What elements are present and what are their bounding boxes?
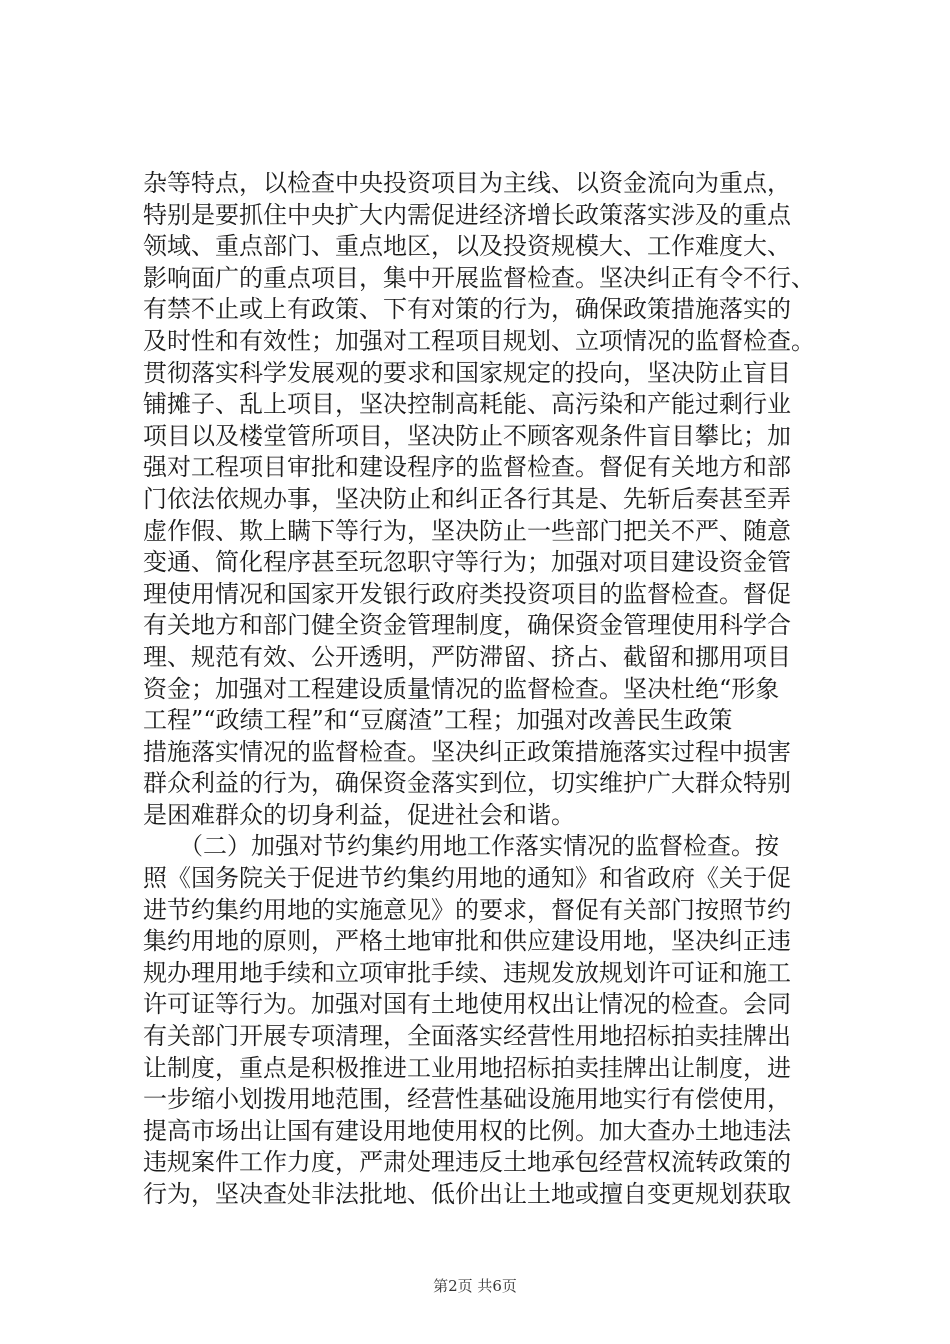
text-line: 理、规范有效、公开透明，严防滞留、挤占、截留和挪用项目 xyxy=(143,642,791,671)
text-line: 贯彻落实科学发展观的要求和国家规定的投向，坚决防止盲目 xyxy=(143,358,791,387)
text-line: 进节约集约用地的实施意见》的要求，督促有关部门按照节约 xyxy=(143,895,791,924)
text-line: 铺摊子、乱上项目，坚决控制高耗能、高污染和产能过剩行业 xyxy=(143,390,791,419)
text-line: 特别是要抓住中央扩大内需促进经济增长政策落实涉及的重点 xyxy=(143,200,791,229)
text-line: 理使用情况和国家开发银行政府类投资项目的监督检查。督促 xyxy=(143,579,791,608)
text-line: 行为，坚决查处非法批地、低价出让土地或擅自变更规划获取 xyxy=(143,1180,791,1208)
text-line: 有禁不止或上有政策、下有对策的行为，确保政策措施落实的 xyxy=(143,295,791,324)
text-line: 及时性和有效性；加强对工程项目规划、立项情况的监督检查。 xyxy=(143,326,815,355)
text-line: 照《国务院关于促进节约集约用地的通知》和省政府《关于促 xyxy=(143,864,791,893)
text-line: 许可证等行为。加强对国有土地使用权出让情况的检查。会同 xyxy=(143,990,791,1019)
text-line: 门依法依规办事，坚决防止和纠正各行其是、先斩后奏甚至弄 xyxy=(143,484,791,513)
text-line: 让制度，重点是积极推进工业用地招标拍卖挂牌出让制度，进 xyxy=(143,1053,791,1082)
text-line: 一步缩小划拨用地范围，经营性基础设施用地实行有偿使用， xyxy=(143,1085,791,1114)
text-line: 变通、简化程序甚至玩忽职守等行为；加强对项目建设资金管 xyxy=(143,548,791,577)
text-line: 群众利益的行为，确保资金落实到位，切实维护广大群众特别 xyxy=(143,769,791,798)
text-line: 是困难群众的切身利益，促进社会和谐。 xyxy=(143,800,575,829)
text-line: 有关部门开展专项清理，全面落实经营性用地招标拍卖挂牌出 xyxy=(143,1022,791,1051)
page-footer: 第2页 共6页 xyxy=(433,1277,517,1295)
text-line: 影响面广的重点项目，集中开展监督检查。坚决纠正有令不行、 xyxy=(143,263,815,292)
text-line: 有关地方和部门健全资金管理制度，确保资金管理使用科学合 xyxy=(143,611,791,640)
text-line: 工程”“政绩工程”和“豆腐渣”工程；加强对改善民生政策 xyxy=(143,706,733,735)
text-line: 虚作假、欺上瞒下等行为，坚决防止一些部门把关不严、随意 xyxy=(143,516,791,545)
text-line: 资金；加强对工程建设质量情况的监督检查。坚决杜绝“形象 xyxy=(143,674,780,703)
body-text xyxy=(143,168,863,1211)
text-line: 杂等特点，以检查中央投资项目为主线、以资金流向为重点， xyxy=(143,169,791,197)
text-line: 措施落实情况的监督检查。坚决纠正政策措施落实过程中损害 xyxy=(143,737,791,766)
text-line: 违规案件工作力度，严肃处理违反土地承包经营权流转政策的 xyxy=(143,1148,791,1177)
text-line: 集约用地的原则，严格土地审批和供应建设用地，坚决纠正违 xyxy=(143,927,791,956)
text-line: 领域、重点部门、重点地区，以及投资规模大、工作难度大、 xyxy=(143,232,791,261)
text-line: 提高市场出让国有建设用地使用权的比例。加大查办土地违法 xyxy=(143,1116,791,1145)
text-line: 规办理用地手续和立项审批手续、违规发放规划许可证和施工 xyxy=(143,958,791,987)
text-line: 强对工程项目审批和建设程序的监督检查。督促有关地方和部 xyxy=(143,453,791,482)
text-line: 项目以及楼堂管所项目，坚决防止不顾客观条件盲目攀比；加 xyxy=(143,421,791,450)
text-line: （二）加强对节约集约用地工作落实情况的监督检查。按 xyxy=(143,832,779,861)
